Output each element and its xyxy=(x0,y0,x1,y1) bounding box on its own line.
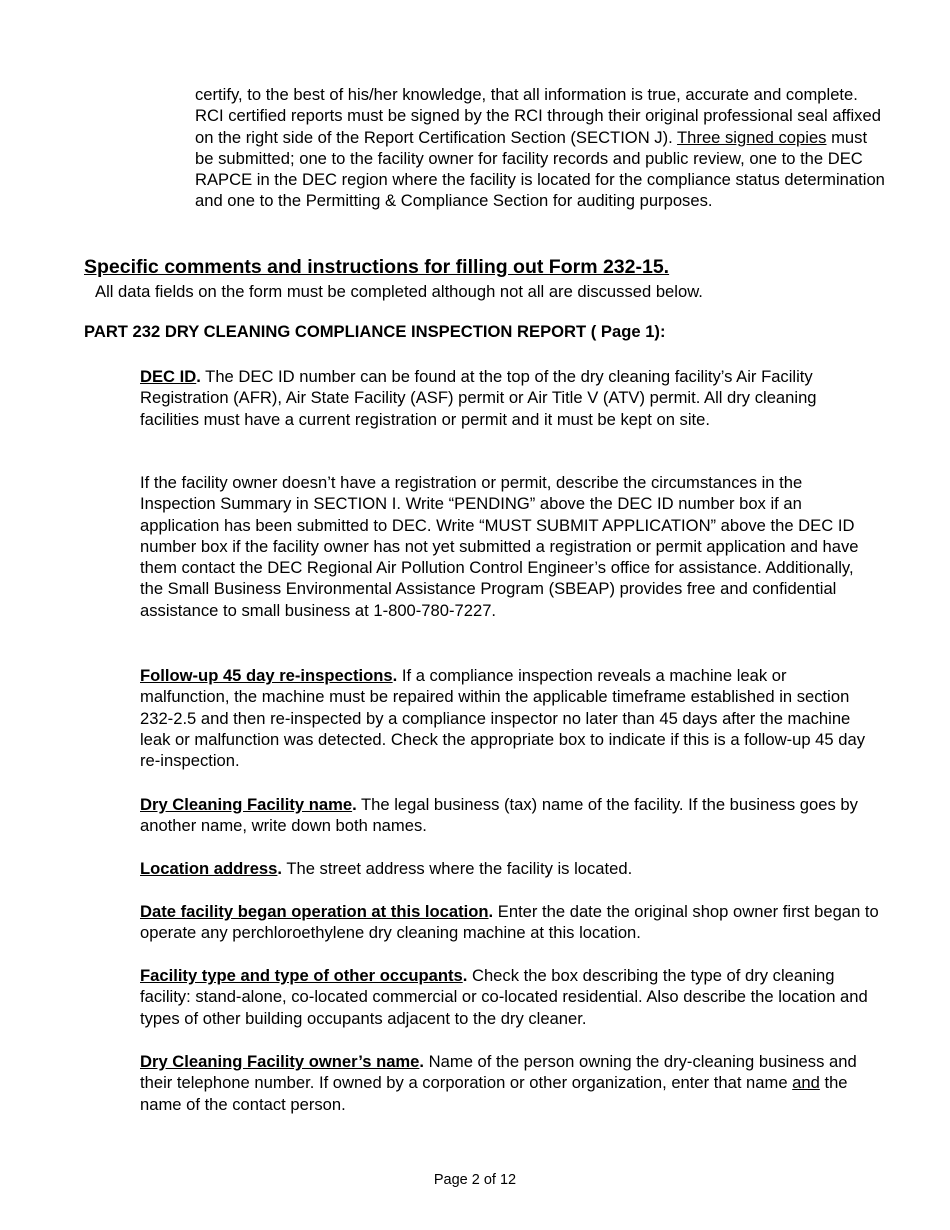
intro-paragraph xyxy=(195,84,885,212)
followup-paragraph xyxy=(140,665,880,771)
page-number: Page 2 of 12 xyxy=(433,1172,517,1188)
intro-underlined-phrase: Three signed copies xyxy=(677,127,827,147)
owner-name-text-2: the name of the contact person. xyxy=(140,1073,848,1114)
no-registration-paragraph: If the facility owner doesn’t have a registration or permit, describe the circumstances in the Inspection Summary in SECTION I. Write “PENDING” above the DEC ID number box if an application has been submitted to DEC. Write “MUST SUBMIT APPLICATION” above the DEC ID number box if the facility owner has not yet submitted a registration or permit application and have them contact the DEC Regional Air Pollution Control Engineer’s office for assistance. Additionally, the Small Business Environmental Assistance Program (SBEAP) provides free and confidential assistance to small business at 1-800-780-7227. xyxy=(140,473,859,620)
owner-name-underlined: and xyxy=(792,1073,820,1093)
facility-name-text: The legal business (tax) name of the facility. If the business goes by another name, write down both names. xyxy=(140,795,858,836)
followup-text: If a compliance inspection reveals a machine leak or malfunction, the machine must be repaired within the applicable timeframe established in section 232-2.5 and then re-inspected by a compliance inspector no later than 45 days after the machine leak or malfunction was detected. Check the appropriate box to indicate if this is a follow-up 45 day re-inspection. xyxy=(140,666,865,771)
facility-type-term: Facility type and type of other occupants. xyxy=(140,966,468,985)
owner-name-text-1: Name of the person owning the dry-cleaning business and their telephone number. If owned by a corporation or other organization, enter that name xyxy=(140,1052,857,1093)
date-began-term: Date facility began operation at this location. xyxy=(140,902,494,921)
facility-name-term: Dry Cleaning Facility name. xyxy=(140,795,357,814)
section-heading: Specific comments and instructions for filling out Form 232-15. xyxy=(84,256,670,278)
dec-id-term: DEC ID. xyxy=(140,367,201,386)
location-text: The street address where the facility is located. xyxy=(282,859,633,878)
owner-name-term: Dry Cleaning Facility owner’s name. xyxy=(140,1052,425,1071)
facility-type-paragraph xyxy=(140,965,880,1029)
intro-text-2: must be submitted; one to the facility owner for facility records and public review, one to the DEC RAPCE in the DEC region where the facility is located for the compliance status determination and one to the Permitting & Compliance Section for auditing purposes. xyxy=(195,127,885,211)
facility-type-text: Check the box describing the type of dry cleaning facility: stand-alone, co-located commercial or co-located residential. Also describe the location and types of other building occupants adjacent to the dry cleaner. xyxy=(140,966,868,1028)
dec-id-paragraph xyxy=(140,366,880,430)
date-began-text: Enter the date the original shop owner first began to operate any perchloroethylene dry cleaning machine at this location. xyxy=(140,902,879,943)
subheading: All data fields on the form must be completed although not all are discussed below. xyxy=(95,282,703,301)
part-title: PART 232 DRY CLEANING COMPLIANCE INSPECTION REPORT ( Page 1): xyxy=(84,322,666,341)
location-paragraph xyxy=(140,858,880,879)
owner-name-paragraph xyxy=(140,1051,880,1115)
dec-id-text: The DEC ID number can be found at the top of the dry cleaning facility’s Air Facility Registration (AFR), Air State Facility (ASF) permit or Air Title V (ATV) permit. All dry cleaning facilities must have a current registration or permit and it must be kept on site. xyxy=(140,367,817,429)
location-term: Location address. xyxy=(140,859,283,878)
date-began-paragraph xyxy=(140,901,880,944)
followup-term: Follow-up 45 day re-inspections. xyxy=(140,666,398,685)
intro-text-1: certify, to the best of his/her knowledge, that all information is true, accurate and complete. RCI certified reports must be signed by the RCI through their original professional seal affixed on the right side of the Report Certification Section (SECTION J). xyxy=(195,85,881,147)
facility-name-paragraph xyxy=(140,794,880,837)
